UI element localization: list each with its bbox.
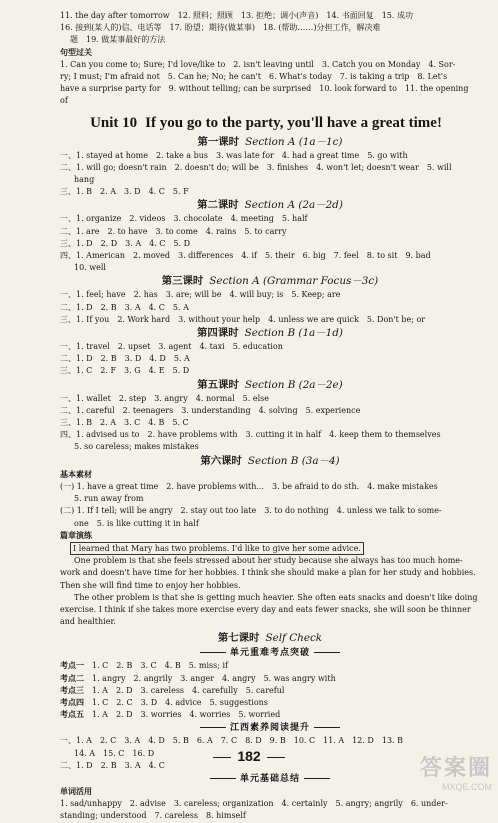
- jiangxi-reading-title: 江西素养阅读提升: [60, 721, 480, 735]
- lesson-2-section: Section A (2a－2d): [244, 199, 343, 212]
- vocab-line-3: 题 19. 做某事最好的方法: [70, 35, 166, 45]
- lesson-2-line: 一、1. organize 2. videos 3. chocolate 4. meeting 5. half: [60, 214, 308, 224]
- kaodian-row: 考点三 1. A 2. D 3. careless 4. carefully 5. careful: [60, 685, 285, 695]
- lesson-5-line: 三、1. B 2. A 3. C 4. B 5. C: [60, 418, 189, 428]
- lesson-2-name: 第二课时: [197, 199, 239, 212]
- lesson-5-line: 四、1. advised us to 2. have problems with 3. cutting it in half 4. keep them to themselves: [60, 430, 441, 440]
- lesson-7-name: 第七课时: [217, 632, 260, 645]
- lesson-2-line: 二、1. are 2. to have 3. to come 4. rains 5. to carry: [60, 226, 287, 236]
- unit-number: Unit 10: [90, 114, 138, 131]
- writing-paragraph: One problem is that she feels stressed about her study because she always has too much home-work and doesn't have time for her hobbies. I think she should make a plan for her study and hobbies. Then she will find time to enjoy her hobbies.: [60, 556, 476, 590]
- lesson-1-line: 三、1. B 2. A 3. D 4. C 5. F: [60, 187, 189, 197]
- lesson-6-heading: [60, 454, 480, 469]
- lesson-2-line: 10. well: [74, 263, 106, 273]
- unit-summary-title: 单元基础总结: [60, 772, 480, 786]
- unit-name: If you go to the party, you'll have a great time!: [145, 114, 442, 131]
- vocab-usage-line: standing; understood 7. careless 8. himself: [60, 811, 246, 821]
- phrases-line-2: ry; I must; I'm afraid not 5. Can he; No; he can't 6. What's today 7. is taking a trip 8. Let's: [60, 72, 448, 82]
- kaodian-row: 考点一 1. C 2. B 3. C 4. B 5. miss; if: [60, 661, 228, 671]
- unit-title: [60, 112, 480, 134]
- lesson-4-name: 第四课时: [197, 327, 239, 340]
- lesson-3-line: 一、1. feel; have 2. has 3. are; will be 4. will buy; is 5. Keep; are: [60, 290, 341, 300]
- kaodian-row: 考点五 1. A 2. D 3. worries 4. worries 5. worried: [60, 710, 281, 720]
- jiangxi-line: 一、1. A 2. C 3. A 4. D 5. B 6. A 7. C 8. D 9. B 10. C 11. A 12. D 13. B: [60, 736, 403, 746]
- phrases-line-3: have a surprise party for 9. without telling; can be surprised 10. look forward to 11. the opening: [60, 84, 469, 94]
- lesson-6-name: 第六课时: [200, 454, 242, 467]
- page-content: [60, 10, 480, 823]
- vocab-usage-line: 1. sad/unhappy 2. advise 3. careless; organization 4. certainly 5. angry; angrily 6. under-: [60, 799, 448, 809]
- lesson-6-line: (一) 1. have a great time 2. have problems with... 3. be afraid to do sth. 4. make mistakes: [60, 481, 438, 491]
- lesson-6-line: one 5. is like cutting it in half: [74, 518, 199, 528]
- breakthrough-title: 单元重难考点突破: [60, 646, 480, 660]
- lesson-1-line: 一、1. stayed at home 2. take a bus 3. was late for 4. had a great time 5. go with: [60, 150, 408, 160]
- lesson-4-line: 二、1. D 2. B 3. D 4. D 5. A: [60, 354, 190, 364]
- vocab-line-2: 16. 接到(某人的)信、电话等 17. 盼望；期待(做某事) 18. (帮助……)分担工作，解决难: [60, 23, 381, 33]
- lesson-5-section: Section B (2a－2e): [244, 378, 343, 391]
- lesson-6-section: Section B (3a－4): [247, 454, 340, 467]
- lesson-4-heading: [60, 326, 480, 341]
- lesson-3-section: Section A (Grammar Focus－3c): [209, 275, 379, 288]
- writing-practice-label: 篇章演练: [60, 530, 92, 540]
- vocab-usage-label: 单词活用: [60, 786, 92, 796]
- kaodian-row: 考点二 1. angry 2. angrily 3. anger 4. angry 5. was angry with: [60, 673, 336, 683]
- lesson-1-line: 二、1. will go; doesn't rain 2. doesn't do; will be 3. finishes 4. won't let; doesn't wear 5. will: [60, 162, 452, 172]
- lesson-3-line: 二、1. D 2. B 3. A 4. C 5. A: [60, 302, 189, 312]
- lesson-1-name: 第一课时: [197, 135, 240, 148]
- watermark-logo: 答案圈 MXQE.COM: [419, 755, 492, 792]
- page-number: 182: [0, 748, 498, 764]
- kaodian-row: 考点四 1. C 2. C 3. D 4. advice 5. suggestions: [60, 697, 268, 707]
- lesson-1-heading: [60, 135, 480, 150]
- jiangxi-line: 14. A 15. C 16. D: [74, 748, 155, 758]
- phrases-line-1: 1. Can you come to; Sure; I'd love/like to 2. isn't leaving until 3. Catch you on Monday 4. Sor-: [60, 59, 456, 69]
- lesson-5-line: 二、1. careful 2. teenagers 3. understanding 4. solving 5. experience: [60, 405, 361, 415]
- lesson-5-line: 一、1. wallet 2. step 3. angry 4. normal 5. else: [60, 393, 269, 403]
- jiangxi-line: 二、1. D 2. B 3. A 4. C: [60, 760, 165, 770]
- lesson-3-heading: [60, 274, 480, 289]
- lesson-6-line: 5. run away from: [74, 494, 144, 504]
- lesson-4-line: 三、1. C 2. F 3. G 4. E 5. D: [60, 366, 190, 376]
- lesson-5-name: 第五课时: [197, 378, 239, 391]
- lesson-5-line: 5. so careless; makes mistakes: [74, 442, 199, 452]
- lesson-7-heading: [60, 631, 480, 646]
- phrases-label: 句型过关: [60, 47, 92, 57]
- lesson-6-line: (二) 1. If I tell; will be angry 2. stay out too late 3. to do nothing 4. unless we talk to some-: [60, 506, 442, 516]
- lesson-4-line: 一、1. travel 2. upset 3. agent 4. taxi 5. education: [60, 342, 283, 352]
- writing-opening-sentence: I learned that Mary has two problems. I'd like to give her some advice.: [70, 542, 364, 555]
- lesson-1-line: hang: [74, 175, 95, 185]
- lesson-5-heading: [60, 378, 480, 393]
- lesson-2-line: 三、1. D 2. D 3. A 4. C 5. D: [60, 238, 191, 248]
- phrases-line-4: of: [60, 96, 68, 106]
- lesson-4-section: Section B (1a－1d): [244, 327, 343, 340]
- lesson-3-name: 第三课时: [161, 275, 204, 288]
- vocab-line-1: 11. the day after tomorrow 12. 照料；照顾 13. 拒绝；调小(声音) 14. 书面回复 15. 成功: [60, 11, 413, 20]
- lesson-2-line: 四、1. American 2. moved 3. differences 4. if 5. their 6. big 7. feel 8. to sit 9. bad: [60, 251, 431, 261]
- lesson-7-section: Self Check: [265, 632, 323, 645]
- lesson-2-heading: [60, 198, 480, 213]
- lesson-1-section: Section A (1a－1c): [245, 135, 343, 148]
- lesson-3-line: 三、1. If you 2. Work hard 3. without your help 4. unless we are quick 5. Don't be; or: [60, 314, 426, 324]
- writing-paragraph: The other problem is that she is getting much heavier. She often eats snacks and doesn't like doing exercise. I think if she takes more exercise every day and eats fewer snacks, she will soon be thinner and healthier.: [60, 592, 478, 627]
- basic-material-label: 基本素材: [60, 469, 92, 479]
